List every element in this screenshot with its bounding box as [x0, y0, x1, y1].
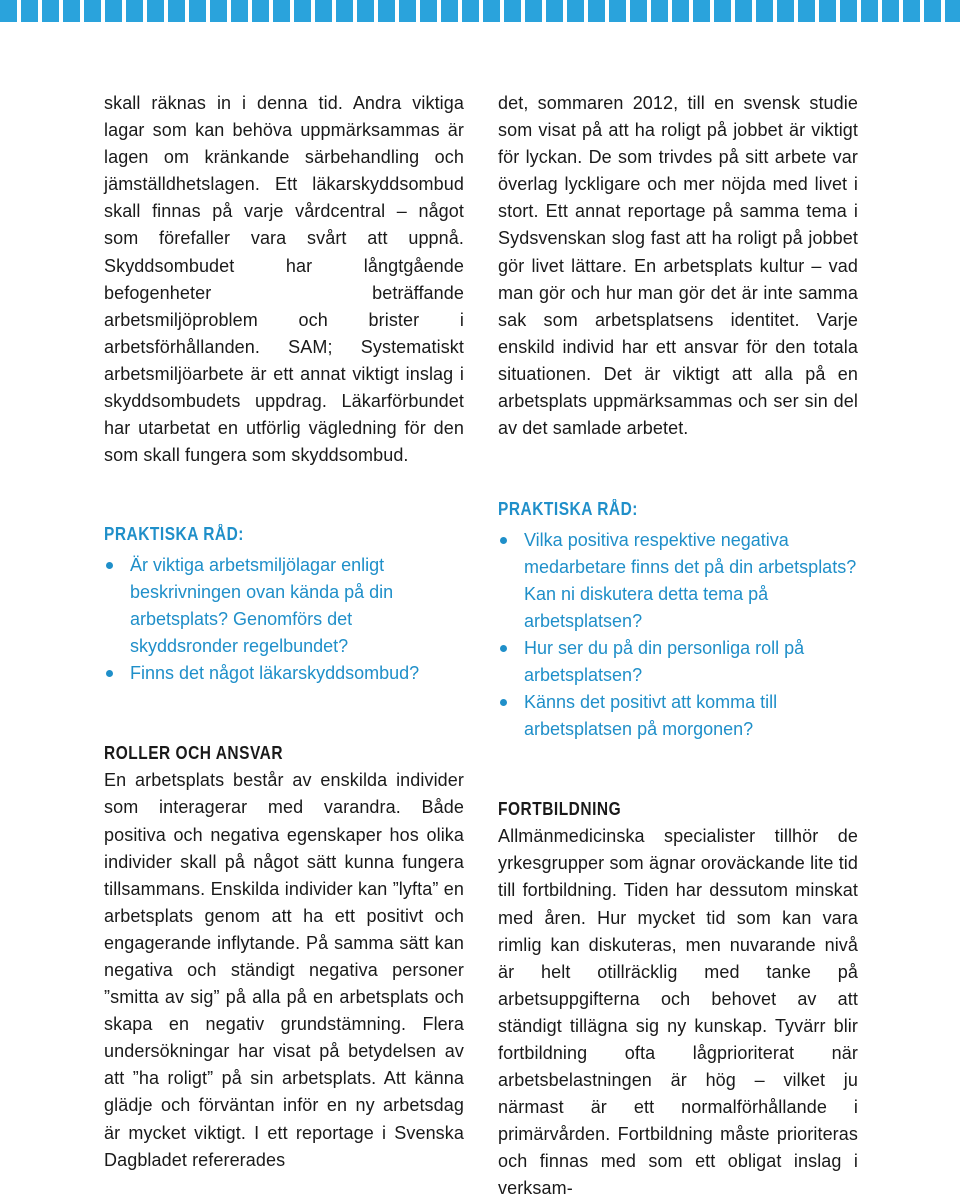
- section-body-roller: En arbetsplats består av enskilda individer som interagerar med varandra. Både positiva och negativa egenskaper hos olika individer skall på något sätt kunna fungera tillsammans. Enskilda individer kan ”lyfta” en arbetsplats genom att ha ett positivt och engagerande inflytande. På samma sätt kan negativa och ständigt negativa personer ”smitta av sig” på alla på en arbetsplats och skapa en negativ grundstämning. Flera undersökningar har visat på betydelsen av att ”ha roligt” på sin arbetsplats. Att känna glädje och förväntan inför en ny arbetsdag är mycket viktigt. I ett reportage i Svenska Dagbladet refererades: [104, 770, 464, 1170]
- bullet-icon: [106, 670, 113, 677]
- left-intro-paragraph: skall räknas in i denna tid. Andra viktiga lagar som kan behöva uppmärksammas är lagen om kränkande särbehandling och jämställdhetslagen. Ett läkarskyddsombud skall finnas på varje vårdcentral – något som förefaller vara svårt att uppnå. Skyddsombudet har långtgående befogenheter beträffande arbetsmiljöproblem och brister i arbetsförhållanden. SAM; Systematiskt arbetsmiljöarbete är ett annat viktigt inslag i skyddsombudets uppdrag. Läkarförbundet har utarbetat en utförlig vägledning för den som skall fungera som skyddsombud.: [104, 93, 464, 466]
- decorative-top-strip: [0, 0, 960, 22]
- right-tips-title: PRAKTISKA RÅD:: [498, 499, 638, 520]
- bullet-icon: [500, 537, 507, 544]
- tip-text: Vilka positiva respektive negativa medarbetare finns det på din arbetsplats? Kan ni diskutera detta tema på arbetsplatsen?: [524, 530, 857, 632]
- tip-text: Är viktiga arbetsmiljölagar enligt beskrivningen ovan kända på din arbetsplats? Genomförs det skyddsronder regelbundet?: [130, 555, 394, 657]
- right-column: [498, 90, 858, 1203]
- list-item: [104, 660, 464, 687]
- list-item: [498, 689, 858, 743]
- section-title-roller: ROLLER OCH ANSVAR: [104, 743, 284, 764]
- bullet-icon: [106, 562, 113, 569]
- section-body-fortbildning: Allmänmedicinska specialister tillhör de yrkesgrupper som ägnar oroväckande lite tid till fortbildning. Tiden har dessutom minskat med åren. Hur mycket tid som kan vara rimlig kan diskuteras, men nuvarande nivå är helt otillräcklig med tanke på arbetsuppgifterna och behovet av att ständigt tillägna sig ny kunskap. Tyvärr blir fortbildning ofta lågprioriterat när arbetsbelastningen är hög – vilket ju närmast är ett normalförhållande i primärvården. Fortbildning måste prioriteras och finnas med som ett obligat inslag i verksam-: [498, 826, 858, 1199]
- left-column: [104, 90, 464, 1174]
- left-tips-list: [104, 552, 464, 687]
- tip-text: Känns det positivt att komma till arbetsplatsen på morgonen?: [524, 692, 778, 740]
- tip-text: Finns det något läkarskyddsombud?: [130, 663, 420, 684]
- right-tips-list: [498, 527, 858, 743]
- bullet-icon: [500, 699, 507, 706]
- tip-text: Hur ser du på din personliga roll på arbetsplatsen?: [524, 638, 805, 686]
- list-item: [104, 552, 464, 660]
- list-item: [498, 635, 858, 689]
- bullet-icon: [500, 645, 507, 652]
- right-intro-paragraph: det, sommaren 2012, till en svensk studie som visat på att ha roligt på jobbet är viktigt för lyckan. De som trivdes på sitt arbete var överlag lyckligare och mer nöjda med livet i stort. Ett annat reportage på samma tema i Sydsvenskan slog fast att ha roligt på jobbet gör livet lättare. En arbetsplats kultur – vad man gör och hur man gör det är inte samma sak som arbetsplatsens identitet. Varje enskild individ har ett ansvar för den totala situationen. Det är viktigt att alla på en arbetsplats uppmärksammas och ser sin del av det samlade arbetet.: [498, 93, 858, 439]
- list-item: [498, 527, 858, 635]
- left-tips-title: PRAKTISKA RÅD:: [104, 524, 244, 545]
- section-title-fortbildning: FORTBILDNING: [498, 799, 622, 820]
